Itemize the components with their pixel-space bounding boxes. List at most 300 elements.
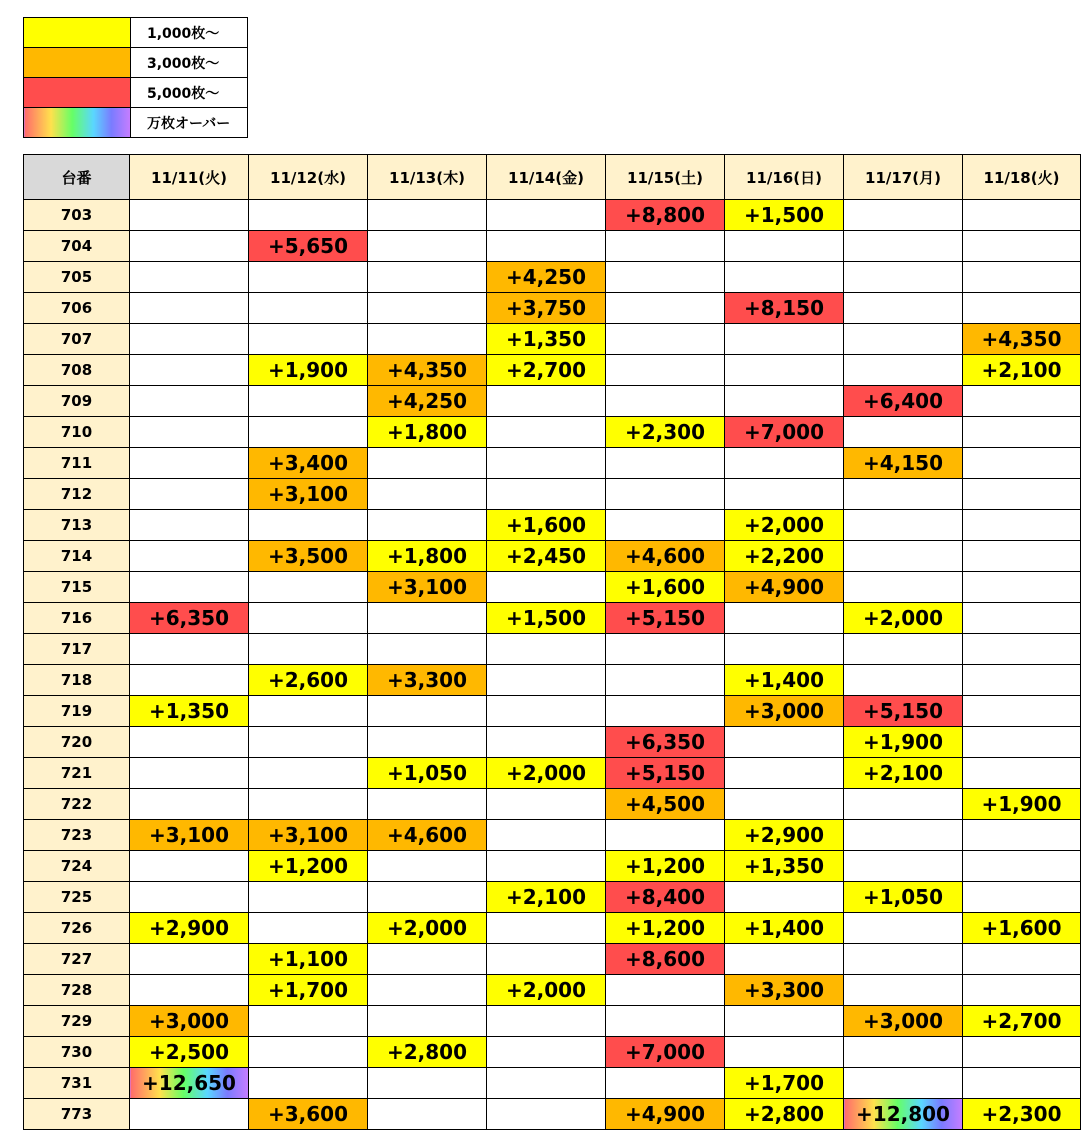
machine-number: 708 <box>24 355 130 386</box>
result-cell <box>487 572 606 603</box>
result-cell: +5,150 <box>844 696 963 727</box>
table-row <box>24 851 1081 882</box>
result-cell: +1,500 <box>487 603 606 634</box>
result-cell: +2,450 <box>487 541 606 572</box>
result-cell <box>844 324 963 355</box>
result-cell <box>844 1068 963 1099</box>
result-cell <box>844 1037 963 1068</box>
legend-swatch <box>24 18 131 48</box>
result-cell: +3,500 <box>249 541 368 572</box>
legend-row <box>24 108 248 138</box>
result-cell <box>487 1006 606 1037</box>
machine-number: 709 <box>24 386 130 417</box>
result-cell <box>249 1006 368 1037</box>
result-cell <box>130 727 249 758</box>
date-header: 11/14(金) <box>487 155 606 200</box>
result-cell <box>606 1068 725 1099</box>
result-cell <box>130 541 249 572</box>
result-cell <box>487 665 606 696</box>
result-cell <box>963 634 1081 665</box>
result-cell <box>368 789 487 820</box>
result-cell: +8,800 <box>606 200 725 231</box>
result-cell <box>249 572 368 603</box>
result-cell <box>963 603 1081 634</box>
result-cell: +2,300 <box>963 1099 1081 1130</box>
result-cell: +12,800 <box>844 1099 963 1130</box>
result-cell <box>963 479 1081 510</box>
table-row <box>24 262 1081 293</box>
result-cell <box>606 510 725 541</box>
result-cell <box>844 913 963 944</box>
result-cell <box>130 200 249 231</box>
result-cell: +3,100 <box>249 820 368 851</box>
result-cell: +5,150 <box>606 758 725 789</box>
result-cell <box>249 758 368 789</box>
result-cell: +5,650 <box>249 231 368 262</box>
result-cell <box>487 696 606 727</box>
machine-number: 723 <box>24 820 130 851</box>
result-cell <box>606 634 725 665</box>
machine-number: 718 <box>24 665 130 696</box>
legend-swatch <box>24 108 131 138</box>
result-cell <box>249 789 368 820</box>
result-cell <box>606 386 725 417</box>
result-cell <box>130 262 249 293</box>
result-cell: +2,000 <box>368 913 487 944</box>
result-cell: +1,200 <box>606 851 725 882</box>
result-cell <box>963 231 1081 262</box>
result-cell <box>368 293 487 324</box>
result-cell <box>844 572 963 603</box>
result-cell <box>844 541 963 572</box>
result-cell <box>368 448 487 479</box>
result-cell <box>606 665 725 696</box>
result-cell <box>844 417 963 448</box>
machine-number: 728 <box>24 975 130 1006</box>
result-cell <box>606 262 725 293</box>
machine-number: 717 <box>24 634 130 665</box>
result-cell <box>963 758 1081 789</box>
result-cell <box>249 262 368 293</box>
result-cell <box>844 634 963 665</box>
result-cell <box>368 200 487 231</box>
result-cell <box>963 1037 1081 1068</box>
result-cell <box>368 1006 487 1037</box>
table-row <box>24 882 1081 913</box>
result-cell <box>368 262 487 293</box>
machine-number: 716 <box>24 603 130 634</box>
result-cell <box>487 386 606 417</box>
result-cell: +3,000 <box>844 1006 963 1037</box>
result-cell <box>487 1068 606 1099</box>
result-cell <box>963 510 1081 541</box>
machine-number: 710 <box>24 417 130 448</box>
machine-number: 703 <box>24 200 130 231</box>
result-cell <box>249 1068 368 1099</box>
result-cell: +2,700 <box>487 355 606 386</box>
result-cell <box>963 820 1081 851</box>
table-row <box>24 200 1081 231</box>
result-cell <box>725 634 844 665</box>
result-cell <box>249 324 368 355</box>
result-cell <box>130 572 249 603</box>
result-cell: +1,400 <box>725 665 844 696</box>
table-row <box>24 417 1081 448</box>
result-cell <box>725 262 844 293</box>
result-cell: +2,600 <box>249 665 368 696</box>
result-cell <box>844 820 963 851</box>
result-cell <box>844 665 963 696</box>
result-cell: +2,300 <box>606 417 725 448</box>
result-cell <box>606 696 725 727</box>
result-cell <box>487 1099 606 1130</box>
machine-number: 719 <box>24 696 130 727</box>
result-cell: +2,000 <box>487 758 606 789</box>
result-cell: +1,900 <box>963 789 1081 820</box>
result-cell <box>606 820 725 851</box>
result-cell: +2,700 <box>963 1006 1081 1037</box>
result-cell <box>368 324 487 355</box>
result-cell <box>606 479 725 510</box>
result-cell <box>963 944 1081 975</box>
result-cell: +4,150 <box>844 448 963 479</box>
result-cell <box>249 727 368 758</box>
machine-number: 773 <box>24 1099 130 1130</box>
machine-number: 704 <box>24 231 130 262</box>
table-row <box>24 1099 1081 1130</box>
result-cell: +3,100 <box>249 479 368 510</box>
date-header: 11/11(火) <box>130 155 249 200</box>
result-cell <box>249 913 368 944</box>
result-cell: +8,150 <box>725 293 844 324</box>
machine-number: 714 <box>24 541 130 572</box>
machine-number: 721 <box>24 758 130 789</box>
result-cell <box>130 1099 249 1130</box>
table-row <box>24 789 1081 820</box>
result-cell: +2,800 <box>368 1037 487 1068</box>
machine-number: 711 <box>24 448 130 479</box>
result-cell <box>487 820 606 851</box>
result-cell <box>249 696 368 727</box>
result-cell <box>963 882 1081 913</box>
legend-row <box>24 18 248 48</box>
result-cell: +5,150 <box>606 603 725 634</box>
result-cell: +1,900 <box>844 727 963 758</box>
result-cell <box>725 882 844 913</box>
result-cell <box>844 231 963 262</box>
result-cell <box>725 1006 844 1037</box>
result-cell: +1,050 <box>368 758 487 789</box>
result-cell: +1,800 <box>368 541 487 572</box>
machine-number: 712 <box>24 479 130 510</box>
result-cell <box>487 200 606 231</box>
table-row <box>24 696 1081 727</box>
result-cell <box>130 510 249 541</box>
result-cell <box>130 293 249 324</box>
result-cell <box>130 324 249 355</box>
machine-number: 705 <box>24 262 130 293</box>
result-cell <box>725 479 844 510</box>
legend-swatch <box>24 48 131 78</box>
result-cell <box>963 1068 1081 1099</box>
date-header: 11/16(日) <box>725 155 844 200</box>
result-cell: +2,100 <box>487 882 606 913</box>
table-row <box>24 355 1081 386</box>
result-cell: +4,250 <box>487 262 606 293</box>
legend-label: 万枚オーバー <box>131 108 248 138</box>
result-cell <box>130 231 249 262</box>
result-cell: +2,800 <box>725 1099 844 1130</box>
legend-label: 5,000枚〜 <box>131 78 248 108</box>
legend-row <box>24 48 248 78</box>
machine-number: 730 <box>24 1037 130 1068</box>
result-cell: +4,900 <box>725 572 844 603</box>
result-cell: +4,350 <box>368 355 487 386</box>
result-cell <box>130 851 249 882</box>
result-cell: +1,500 <box>725 200 844 231</box>
result-cell <box>844 200 963 231</box>
machine-number: 722 <box>24 789 130 820</box>
header-row <box>24 155 1081 200</box>
result-cell <box>487 944 606 975</box>
result-cell: +3,300 <box>725 975 844 1006</box>
result-cell <box>368 634 487 665</box>
result-cell: +2,900 <box>725 820 844 851</box>
result-cell <box>249 510 368 541</box>
result-cell <box>249 634 368 665</box>
result-cell: +3,400 <box>249 448 368 479</box>
result-cell <box>606 355 725 386</box>
result-cell <box>130 386 249 417</box>
result-cell <box>963 293 1081 324</box>
machine-number: 727 <box>24 944 130 975</box>
result-cell: +3,000 <box>725 696 844 727</box>
result-cell <box>963 851 1081 882</box>
legend-table <box>23 17 248 138</box>
result-cell <box>963 727 1081 758</box>
result-cell <box>725 758 844 789</box>
result-cell <box>725 789 844 820</box>
machine-number: 726 <box>24 913 130 944</box>
result-cell <box>844 293 963 324</box>
result-cell <box>725 324 844 355</box>
result-cell <box>844 944 963 975</box>
result-cell <box>606 293 725 324</box>
result-cell: +3,750 <box>487 293 606 324</box>
result-cell: +8,400 <box>606 882 725 913</box>
result-cell <box>725 386 844 417</box>
result-cell <box>725 355 844 386</box>
result-cell: +1,600 <box>487 510 606 541</box>
result-cell <box>606 448 725 479</box>
result-cell <box>606 1006 725 1037</box>
result-cell <box>368 882 487 913</box>
machine-number: 706 <box>24 293 130 324</box>
table-row <box>24 975 1081 1006</box>
result-cell: +1,800 <box>368 417 487 448</box>
result-cell: +4,600 <box>606 541 725 572</box>
result-cell <box>368 944 487 975</box>
result-cell: +12,650 <box>130 1068 249 1099</box>
table-row <box>24 727 1081 758</box>
result-cell <box>487 231 606 262</box>
result-cell <box>963 572 1081 603</box>
result-cell: +1,200 <box>249 851 368 882</box>
result-cell: +2,000 <box>725 510 844 541</box>
result-cell: +4,350 <box>963 324 1081 355</box>
result-cell <box>487 479 606 510</box>
legend-label: 1,000枚〜 <box>131 18 248 48</box>
table-row <box>24 1037 1081 1068</box>
result-cell <box>963 262 1081 293</box>
result-cell: +2,000 <box>487 975 606 1006</box>
table-row <box>24 231 1081 262</box>
result-cell <box>130 634 249 665</box>
result-cell: +2,900 <box>130 913 249 944</box>
legend-swatch <box>24 78 131 108</box>
date-header: 11/12(水) <box>249 155 368 200</box>
table-row <box>24 913 1081 944</box>
result-cell <box>725 944 844 975</box>
result-cell <box>725 603 844 634</box>
result-cell <box>249 882 368 913</box>
result-cell: +2,500 <box>130 1037 249 1068</box>
result-cell <box>844 355 963 386</box>
result-cell <box>487 634 606 665</box>
result-cell: +1,700 <box>249 975 368 1006</box>
table-row <box>24 603 1081 634</box>
result-cell: +1,100 <box>249 944 368 975</box>
result-cell <box>725 727 844 758</box>
result-cell <box>368 1099 487 1130</box>
result-cell <box>368 1068 487 1099</box>
table-row <box>24 510 1081 541</box>
result-cell <box>844 479 963 510</box>
table-row <box>24 324 1081 355</box>
result-cell <box>368 603 487 634</box>
result-cell: +2,100 <box>844 758 963 789</box>
legend-label: 3,000枚〜 <box>131 48 248 78</box>
result-cell <box>725 231 844 262</box>
result-cell: +3,000 <box>130 1006 249 1037</box>
result-cell <box>249 386 368 417</box>
result-cell: +1,600 <box>963 913 1081 944</box>
table-row <box>24 665 1081 696</box>
result-cell: +8,600 <box>606 944 725 975</box>
table-row <box>24 944 1081 975</box>
result-cell <box>844 510 963 541</box>
table-row <box>24 448 1081 479</box>
result-cell: +6,350 <box>606 727 725 758</box>
date-header: 11/17(月) <box>844 155 963 200</box>
table-body <box>24 200 1081 1130</box>
result-cell <box>963 696 1081 727</box>
machine-number: 731 <box>24 1068 130 1099</box>
result-cell <box>130 944 249 975</box>
result-cell <box>487 851 606 882</box>
result-cell <box>130 417 249 448</box>
result-cell <box>130 479 249 510</box>
result-cell: +4,250 <box>368 386 487 417</box>
result-cell: +1,350 <box>487 324 606 355</box>
machine-number: 724 <box>24 851 130 882</box>
result-cell <box>249 603 368 634</box>
result-cell <box>249 417 368 448</box>
machine-number: 715 <box>24 572 130 603</box>
result-cell <box>725 1037 844 1068</box>
result-cell <box>963 975 1081 1006</box>
result-cell: +6,400 <box>844 386 963 417</box>
machine-number: 725 <box>24 882 130 913</box>
result-cell: +7,000 <box>606 1037 725 1068</box>
table-row <box>24 1006 1081 1037</box>
result-cell <box>487 1037 606 1068</box>
result-cell <box>130 789 249 820</box>
table-row <box>24 293 1081 324</box>
result-cell <box>963 386 1081 417</box>
table-row <box>24 820 1081 851</box>
result-cell <box>368 231 487 262</box>
table-row <box>24 479 1081 510</box>
result-cell: +2,100 <box>963 355 1081 386</box>
result-cell <box>606 324 725 355</box>
result-cell: +1,700 <box>725 1068 844 1099</box>
table-row <box>24 758 1081 789</box>
legend-row <box>24 78 248 108</box>
results-table <box>23 154 1081 1130</box>
result-cell <box>963 448 1081 479</box>
result-cell <box>368 851 487 882</box>
table-row <box>24 572 1081 603</box>
table-row <box>24 541 1081 572</box>
result-cell <box>130 355 249 386</box>
result-cell <box>368 479 487 510</box>
result-cell: +1,900 <box>249 355 368 386</box>
result-cell <box>368 510 487 541</box>
result-cell <box>963 541 1081 572</box>
result-cell <box>249 200 368 231</box>
result-cell: +7,000 <box>725 417 844 448</box>
result-cell: +6,350 <box>130 603 249 634</box>
result-cell: +3,100 <box>130 820 249 851</box>
result-cell: +1,350 <box>130 696 249 727</box>
result-cell <box>844 851 963 882</box>
date-header: 11/18(火) <box>963 155 1081 200</box>
result-cell <box>844 789 963 820</box>
result-cell: +4,500 <box>606 789 725 820</box>
result-cell <box>963 417 1081 448</box>
result-cell: +1,200 <box>606 913 725 944</box>
result-cell: +1,400 <box>725 913 844 944</box>
result-cell <box>606 231 725 262</box>
result-cell <box>487 789 606 820</box>
result-cell <box>606 975 725 1006</box>
result-cell: +3,100 <box>368 572 487 603</box>
machine-number: 720 <box>24 727 130 758</box>
result-cell <box>487 913 606 944</box>
result-cell: +3,300 <box>368 665 487 696</box>
result-cell <box>368 975 487 1006</box>
result-cell <box>963 200 1081 231</box>
date-header: 11/15(土) <box>606 155 725 200</box>
result-cell <box>844 975 963 1006</box>
result-cell: +4,900 <box>606 1099 725 1130</box>
table-row <box>24 1068 1081 1099</box>
result-cell <box>844 262 963 293</box>
result-cell <box>368 727 487 758</box>
result-cell <box>249 293 368 324</box>
result-cell <box>130 758 249 789</box>
